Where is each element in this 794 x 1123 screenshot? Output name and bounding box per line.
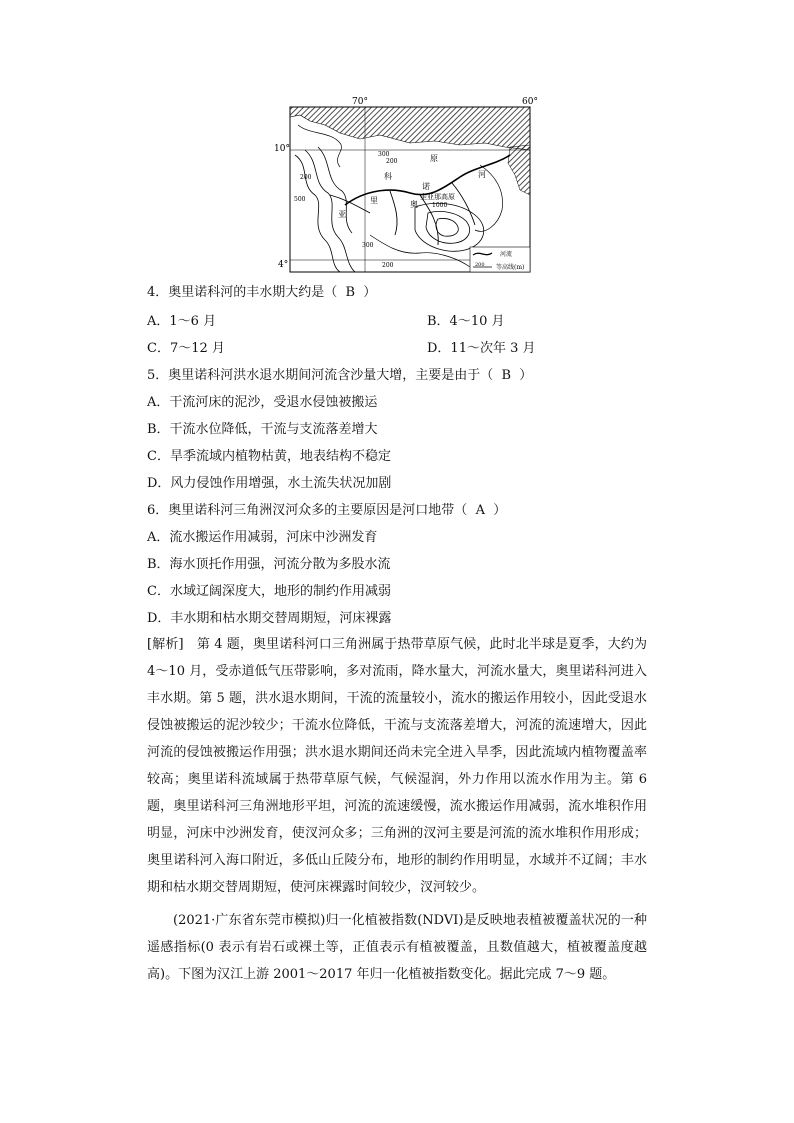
lat-10-label: 10° [274, 144, 290, 154]
question-4-option-a: A．1～6 月 [147, 314, 217, 329]
question-5-answer: B [501, 368, 512, 383]
map-label-ke: 科 [384, 172, 392, 181]
orinoco-map [270, 95, 560, 275]
question-5 [147, 367, 532, 385]
lon-60-label: 60° [522, 97, 538, 107]
question-4-option-b: B．4～10 月 [427, 314, 505, 329]
map-label-li: 里 [370, 196, 378, 205]
lon-70-label: 70° [352, 97, 368, 107]
map-label-ao: 奥 [410, 200, 418, 209]
question-4-stem: 4．奥里诺科河的丰水期大约是（ [147, 285, 338, 300]
intro-paragraph: (2021·广东省东莞市模拟)归一化植被指数(NDVI)是反映地表植被覆盖状况的一种遥感指标(0 表示有岩石或裸土等，正值表示有植被覆盖，且数值越大，植被覆盖度越高)。下图为汉江上游 2001～2017 年归一化植被指数变化。据此完成 7～9 题。 [147, 913, 647, 982]
analysis-paragraph: [解析] 第 4 题，奥里诺科河口三角洲属于热带草原气候，此时北半球是夏季，大约为 4～10 月，受赤道低气压带影响，多对流雨，降水量大，河流水量大，奥里诺科河进入丰水期。第 5 题，洪水退水期间，干流的流量较小，流水的搬运作用较小，因此受退水侵蚀被搬运的泥沙较少；干流水位降低，干流与支流落差增大，河流的流速增大，因此河流的侵蚀被搬运作用强；洪水退水期间还尚未完全进入旱季，因此流域内植物覆盖率较高；奥里诺科流域属于热带草原气候，气候湿润，外力作用以流水作用为主。第 6 题，奥里诺科河三角洲地形平坦，河流的流速缓慢，流水搬运作用减弱，流水堆积作用明显，河床中沙洲发育，使汊河众多；三角洲的汊河主要是河流的流水堆积作用形成；奥里诺科河入海口附近，多低山丘陵分布，地形的制约作用明显，水域并不辽阔；丰水期和枯水期交替周期短，使河床裸露时间较少，汊河较少。 [147, 637, 647, 895]
question-4-close: ） [363, 285, 377, 300]
question-4-option-c: C．7～12 月 [147, 341, 225, 356]
legend-contour-value: 200 [475, 262, 485, 268]
question-4 [147, 284, 376, 302]
question-6-answer: A [475, 503, 485, 518]
contour-200-b: 200 [300, 174, 312, 181]
question-6-option-b: B．海水顶托作用强，河流分散为多股水流 [147, 557, 391, 572]
question-5-option-b: B．干流水位降低，干流与支流落差增大 [147, 422, 378, 437]
question-5-option-d: D．风力侵蚀作用增强，水土流失状况加剧 [147, 476, 392, 491]
map-label-yuan: 原 [430, 154, 438, 163]
contour-300-a: 300 [378, 151, 390, 158]
question-6-option-c: C．水域辽阔深度大，地形的制约作用减弱 [147, 584, 391, 599]
lat-4-label: 4° [278, 260, 289, 270]
map-label-ya: 亚 [338, 210, 346, 219]
contour-200-a: 200 [386, 158, 398, 165]
map-label-plateau: 圭亚那高原 [420, 193, 455, 201]
question-5-close: ） [519, 368, 533, 383]
legend-contour-label: 等高线(m) [496, 264, 525, 271]
map-label-nuo: 诺 [422, 182, 430, 191]
question-6-option-d: D．丰水期和枯水期交替周期短，河床裸露 [147, 611, 392, 626]
contour-500: 500 [294, 196, 306, 203]
question-6 [147, 502, 506, 520]
contour-300-b: 300 [362, 242, 374, 249]
question-5-option-c: C．旱季流域内植物枯黄，地表结构不稳定 [147, 449, 391, 464]
question-6-option-a: A．流水搬运作用减弱，河床中沙洲发育 [147, 530, 378, 545]
question-6-stem: 6．奥里诺科河三角洲汊河众多的主要原因是河口地带（ [147, 503, 468, 518]
legend-river-label: 河流 [500, 251, 513, 258]
question-6-close: ） [493, 503, 507, 518]
question-4-option-d: D．11～次年 3 月 [427, 341, 536, 356]
contour-1000: 1000 [432, 202, 448, 209]
contour-200-c: 200 [382, 262, 394, 269]
question-5-stem: 5．奥里诺科河洪水退水期间河流含沙量大增，主要是由于（ [147, 368, 494, 383]
map-label-he: 河 [478, 170, 486, 179]
question-5-option-a: A．干流河床的泥沙，受退水侵蚀被搬运 [147, 395, 378, 410]
question-4-answer: B [345, 285, 356, 300]
